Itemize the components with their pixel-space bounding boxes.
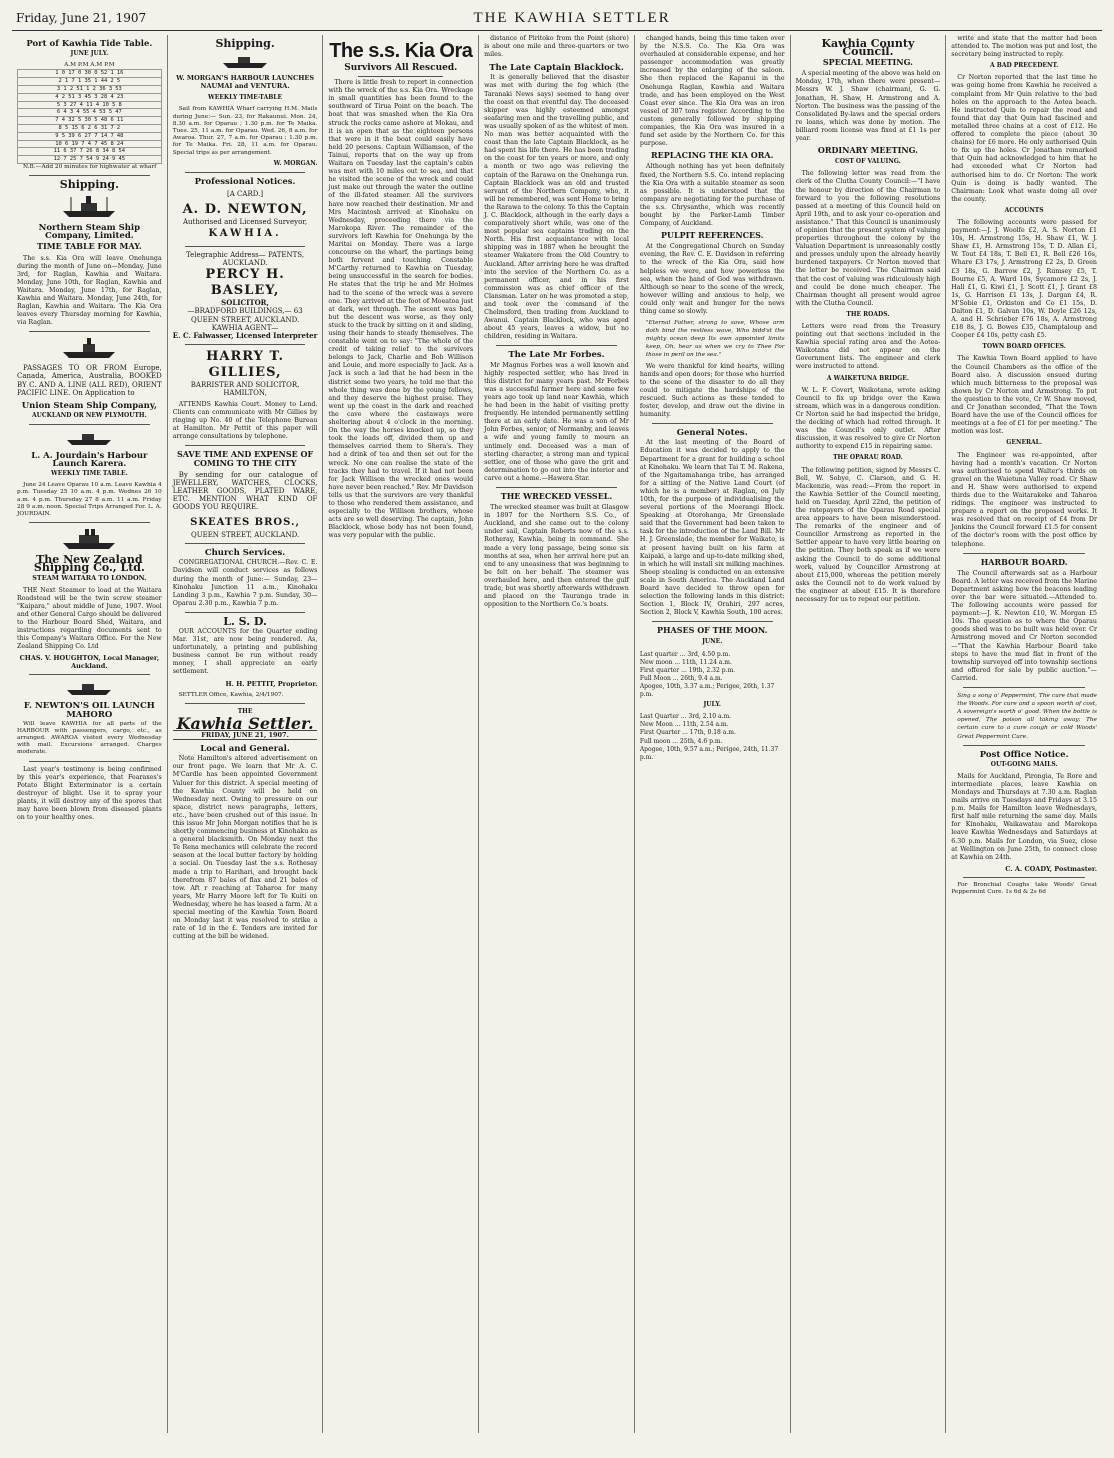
town-board-heading: TOWN BOARD OFFICES. <box>982 343 1066 351</box>
newton-launch-name: F. NEWTON'S OIL LAUNCH MAHORO <box>23 701 155 720</box>
tide-row: 9 5 39 6 27 7 14 7 48 <box>18 132 162 140</box>
union-company-address: AUCKLAND OR NEW PLYMOUTH. <box>32 411 147 419</box>
moon-row: First quarter ... 19th, 2.32 p.m. <box>639 666 736 674</box>
town-board-text: The Kawhia Town Board applied to have the Council Chambers as the office of the Board also. A discussion ensued during which much bitterness to the proposal was shown by Cr Norton and Armstrong. To put the question to the vote, Cr W. Shaw moved, and Cr Jonathan seconded, "That the Town Board have the use of the Council offices for meetings at a fee of £1 for per meeting." The motion was lost. <box>951 355 1097 436</box>
surveyor-name: A. D. NEWTON, <box>182 202 308 218</box>
county-council-heading: Kawhia County Council. <box>821 37 915 59</box>
tide-row: 12 7 25 7 54 9 24 9 45 <box>18 156 162 164</box>
newspaper-title: THE KAWHIA SETTLER <box>473 10 671 26</box>
tide-row: 10 6 19 7 4 7 45 8 24 <box>18 140 162 148</box>
ordinary-meeting-heading: ORDINARY MEETING. <box>817 145 918 156</box>
newton-launch-text: Will leave KAWHIA for all parts of the HARBOUR with passengers, cargo, etc., as arranged. AWAROA visited every Wednesday with mail. Excursions arranged. Charges moderate. <box>17 720 162 756</box>
oparau-road-text: The following petition, signed by Messrs C. Bell, W. Sobye, C. Clarson, and G. H. Mackenzie, was read:—From the report in the Kawhia Settler of the Council meeting, held on Tuesday, April 22nd, the petition of the ratepayers of the Oparau Road special area appears to have been misunderstood. The remarks of the engineer and of Councillor Armstrong as reported in the Settler appear to have very little bearing on the petition. They both speak as if we were asking the Council to do some additional work, valued by Councillor Armstrong at about £15,000, whereas the petition merely asks the Council not to do work valued by the engineer at about £15. It is therefore necessary for us to repeat our petition. <box>795 466 941 603</box>
masthead <box>12 8 1102 31</box>
moon-phases-heading: PHASES OF THE MOON. <box>656 625 768 636</box>
lsd-signature: H. H. PETTIT, Proprietor. <box>225 679 318 688</box>
shipping-heading: Shipping. <box>59 178 119 192</box>
newspaper-page <box>12 8 1102 1438</box>
nssc-subtitle: TIME TABLE FOR MAY. <box>37 241 142 252</box>
accounts-text: The following accounts were passed for payment:—J. J. Woolfe £2, A. S. Norton £1 10s, H. Armstrong 15s, H. Shaw £1, W. J. Shaw £1, H. Armstrong 15s, T. D. Allan £1, W. Tout £4 18s, T. Bell £1, R. Bell £26 16s, Whare £3 17s, J. Armstrong £2 2s, D. Green £3 18s, G. Barrow £2, J. Rumsey £5, T. Bourne £5, A. Ward 10s, Sycamore £2 2s, J. Hall £1, G. Kiwi £1, J. Scott £1, J. Grant £8 1s, G. Harrison £1 13s, J. Dargan £4, R. M'Sobie £1, Orkiston and Co £1 15s, D. Dalton £1, D. Galvan 10s, W. Doyle £26 12s, A. and H. Schrieber £76 18s, A. Armstrong £18 8s, J. G. Bowes £35, Champtaloup and Cooper £4 10s, petty cash £5. <box>951 218 1097 340</box>
nzsc-name: The New Zealand Shipping Co., Ltd. <box>33 553 145 575</box>
nssc-text: The s.s. Kia Ora will leave Onehunga during the month of June on—Monday, June 3rd, for Raglan, Kawhia and Waitara. Monday, June 10th, for Raglan, Kawhia and Waitara. Monday, June 17th, for Raglan, Kawhia and Waitara. Monday, June 24th, for Raglan, Kawhia and Waitara. The Kia Ora leaves every Thursday morning for Kawhia, via Raglan. <box>17 254 162 327</box>
general-text: The Engineer was re-appointed, after having had a month's vacation. Cr Norton was authorised to spend Walter's thirds on gravel on the Waietuna Valley road. Cr Shaw and H. Shaw were authorised to expend thirds due to the Waitarakeke and Taharoa ridings. The engineer was instructed to prepare a report on the proposed works. It was resolved that on receipt of £4 from Dr Jenkins the Council forward £1.5 for consent of the doctor's room with the post office by telephone. <box>951 451 1097 548</box>
skeates-heading: SAVE TIME AND EXPENSE OF COMING TO THE CITY <box>176 449 314 468</box>
kawhia-settler-masthead: Kawhia Settler. <box>176 713 314 733</box>
surveyor-place: KAWHIA. <box>208 228 282 240</box>
morgan-signature: W. MORGAN. <box>273 159 318 167</box>
lsd-text: OUR ACCOUNTS for the Quarter ending Mar. 31st, are now being rendered. As, unfortunately, a printing and publishing business cannot be run without ready money, I shall appreciate an early settlement. <box>172 627 318 676</box>
steamship-icon <box>59 527 119 551</box>
launch-name: L. A. Jourdain's Harbour Launch Karera. <box>31 450 148 470</box>
moon-row: Last Quarter ... 3rd, 2.10 a.m. <box>639 713 732 721</box>
nzsc-agent: CHAS. V. HOUGHTON, Local Manager, Auckland. <box>19 654 160 671</box>
telegraphic-address: Telegraphic Address— PATENTS, AUCKLAND. <box>186 251 305 268</box>
steamship-icon <box>59 193 119 219</box>
footer-advert: For Bronchial Coughs take Woods' Great Peppermint Cure. 1s 6d & 2s 6d <box>951 881 1097 896</box>
moon-row: Apogee, 10th, 3.37 a.m.; Perigee, 26th, 1.37 p.m. <box>639 682 775 699</box>
barrister-role: BARRISTER AND SOLICITOR, HAMILTON, <box>190 380 300 397</box>
tide-row: 4 2 51 3 45 3 28 4 23 <box>18 93 162 101</box>
skeates-text: By sending for our catalogue of JEWELLERY, WATCHES, CLOCKS, LEATHER GOODS, PLATED WARE, ETC. MENTION WHAT KIND OF GOODS YOU REQUIRE. <box>172 470 318 512</box>
wrecked-vessel-text: The wrecked steamer was built at Glasgow in 1897 for the Northern S.S. Co., of Auckland, and she came out to the colony under sail, Captain Roberts now of the s.s. Rotheray, Kawhia, being in command. She made a very long passage, being some six months at sea, when her arrival here put an end to any uneasiness that was beginning to be felt on her behalf. The steamer was overhauled here, and then entered the gulf trade, but was shortly afterwards withdrawn and placed on the Tauranga trade in opposition to the Northern Co.'s boats. <box>484 504 629 609</box>
interpreter-name: E. C. Falwasser, Licensed Interpreter <box>172 330 318 340</box>
vessel-continuation: changed hands, being this time taken over by the N.S.S. Co. The Kia Ora was overhauled at considerable expense, and her passenger accommodation was greatly increased by the enlarging of the saloon. She then replaced the Kapanui in the Onehunga Raglan, Kawhia and Waitara trade, and has been employed on the West Coast ever since. The Kia Ora was an iron vessel of 307 tons register. According to the custom generally followed by shipping companies, the Kia Ora was insured in a fund set aside by the Northern Co. for this purpose. <box>639 35 785 148</box>
issue-date: Friday, June 21, 1907 <box>16 11 147 25</box>
column-2 <box>168 35 324 1433</box>
tide-row: 2 1 7 1 35 1 44 2 5 <box>18 78 162 86</box>
pulpit-text-2: We were thankful for kind hearts, willing hands and open doors; for those who hurried to the scene of the disaster to do all they could to mitigate the hardships of the rescued. Such actions as these tended to foster, develop, and draw out the divine in humanity. <box>639 362 785 419</box>
tide-row: 7 4 32 5 30 5 48 6 11 <box>18 117 162 125</box>
moon-row: New moon ... 11th, 11.24 a.m. <box>639 658 732 666</box>
tide-note: N.B.—Add 20 minutes for highwater at wharf <box>23 163 157 170</box>
blacklock-text: It is generally believed that the disaster was met with during the fog which (the Taranaki News says) seemed to hang over the coast on that eventful day. The deceased skipper was highly esteemed amongst seafaring men and the travelling public, and was usually spoken of as the whitest of men. No man was better acquainted with the coast than the late Captain Blacklock, as he had spent his life there. He has been trading on the coast for ten years or more, and only a month or two ago was relieving the captain of the Rarawa on the Onehunga run. Captain Blacklock was an old and trusted servant of the Northern Company, who, it will be remembered, was sent Home to bring the Rarawa to the colony. To this the Captain J. C. Blacklock, although in the early days a comparatively short while, was one of the most popular sea captains trading on the North. His first acquaintance with local shipping was in 1887 when he brought the steamer Wakatere from the Old Country to Auckland. After arriving here he was drafted into the service of the Northern Co. as a permanent officer, and in his first commission was as chief officer of the Clansman. Later on he was promoted a step, and took over the command of the Chelmsford, then trading from Auckland to Awanui. Captain Blacklock, who was aged about 45 years, leaves a widow, but no children, residing in Waitara. <box>484 74 629 341</box>
church-services-text: CONGREGATIONAL CHURCH.—Rev. C. E. Davidson will conduct services as follows during the month of June:— Sunday, 23—Kinohaku Junction 11 a.m., Kinohaku Landing 3 p.m., Kawhia 7 p.m. Sunday, 30—Oparau 2.30 p.m., Kawhia 7 p.m. <box>172 559 318 607</box>
general-notes-text: At the last meeting of the Board of Education it was decided to apply to the Department for a grant for building a school at Kinohaku. We learn that Tai T. M. Rakena, of the Ngaitamahanga tribe, has arranged for a sitting of the Native Land Court (of which he is a member) at Raglan, on July 10th, for the purpose of individualising the several portions of the Moerangi Block. Speaking at Otorohanga, Mr Greenslade said that the Government had been taken to task for the introduction of the Land Bill. Mr H. J. Greenslade, the member for Waikato, is at present having built on his farm at Kaipaki, a large and up-to-date milking shed, in which he will install six milking machines. Sheep stealing is conducted on an extensive scale in South America. The Auckland Land Board have decided to throw open for selection the following lands in this district: Section 1, Block IV, Orahiri, 297 acres, Section 2, Block V, Kawhia South, 100 acres. <box>639 439 785 617</box>
moon-row: Full moon ... 25th, 4.6 p.m. <box>639 737 723 745</box>
lsd-heading: L. S. D. <box>223 614 267 628</box>
general-heading: GENERAL. <box>1006 439 1042 447</box>
pulpit-heading: PULPIT REFERENCES. <box>660 230 764 241</box>
launch-icon <box>64 429 114 447</box>
tide-header: A.M P.M A.M P.M <box>64 62 115 69</box>
professional-notices-heading: Professional Notices. <box>194 176 296 187</box>
shipping-heading: Shipping. <box>215 37 275 50</box>
moon-row: First Quarter ... 17th, 0.18 a.m. <box>639 729 736 737</box>
kia-ora-story: There is little fresh to report in connection with the wreck of the s.s. Kia Ora. Wreckage in small quantities has been found to the southward of Tirua Point on the beach. The boat that was smashed when the Kia Ora struck the rocks came ashore at Mokau, and it is an open that as the eighteen persons that were in it the boat could easily have held 20 persons. Captain Williamson, of the Tainui, reports that on the way up from Waitara on Tuesday last the captain's cabin was met with 10 miles out to sea, and that he visited the scene of the wreck and could just make out through the water the outline of the ill-fated steamer. All the survivors have now reached their destination. Mr and Mrs Macintosh arrived at Kinohaku on Wednesday, proceeding there via the Marokopa River. The remainder of the survivors left Kawhia for Onehunga by the Maritai on Monday. There was a large concourse on the wharf, the partings being both fervent and touching. Constable M'Carthy returned to Kawhia on Tuesday, being unsuccessful in the search for bodies. He states that the trip he and Mr Holmes had to the scene of the wreck was a severe one. They arrived at the foot of Moeatoa just at dark, wet through. The ascent was bad, but the descent was worse, as they only stuck to the track by sitting on it and sliding, using their hands to steady themselves. The constable went on to say: "The whole of the credit of taking relief to the survivors belongs to Jack, Charlie and Bob Willison and Louie, and more especially to Jack. As a Jack is such a lad that he had been in the district some two years, he told me that the whole thing was done by the young fellows, and they deserve the highest praise. They went up the coast in the dark and reached the cave where the castaways were sheltering about 4 o'clock in the morning. On the way the horses knocked up, so they took the loads off, divided them up and themselves carried them to Shera's. They had a drink of tea and then set out for the wreck. No one can realise the state of the tracks they had to travel. If it had not been for Jack Willison the wrecked ones would have never been reached." Rev. Mr Davidson tells us that the survivors are very thankful to those who rendered them assistance, and especially to the Willison brothers, whose acts are so well deserving. The captain, John Blacklock, whose body has not been found, was very popular with the public. <box>328 79 474 540</box>
column-6 <box>791 35 947 1433</box>
moon-july-label: JULY. <box>703 701 721 709</box>
launch-icon <box>64 679 114 697</box>
post-office-heading: Post Office Notice. <box>979 749 1069 760</box>
tide-row: 8 5 15 6 2 6 31 7 2 <box>18 124 162 132</box>
church-services-heading: Church Services. <box>204 548 286 559</box>
skeates-name: SKEATES BROS., <box>190 517 300 529</box>
surveyor-role: Authorised and Licensed Surveyor, <box>182 218 308 227</box>
postmaster-signature: C. A. COADY, Postmaster. <box>1005 864 1097 873</box>
lsd-date: SETTLER Office, Kawhia, 2/4/1907. <box>178 691 284 698</box>
morgan-subtitle: WEEKLY TIME-TABLE <box>208 94 283 102</box>
column-1 <box>12 35 168 1433</box>
special-meeting-text: A special meeting of the above was held on Monday, 17th, when there were present—Messrs W. J. Shaw (chairman), G. G. Jonathan, H. Shaw, H. Armstrong and A. Norton. The business was the passing of the Consolidated By-laws and the special orders re loans, which was done by motion. The billiard room license was fixed at £1 1s per year. <box>795 70 941 143</box>
column-7 <box>946 35 1102 1433</box>
union-company-name: Union Steam Ship Company, <box>21 400 157 411</box>
kia-ora-headline: The s.s. Kia Ora <box>329 40 473 62</box>
general-notes-heading: General Notes. <box>676 428 748 439</box>
tide-row: 3 1 2 51 1 2 36 3 53 <box>18 85 162 93</box>
column-5 <box>635 35 791 1433</box>
passages-text: PASSAGES TO OR FROM Europe, Canada, America, Australia, BOOKED BY C. AND A. LINE (ALL RED), ORIENT PACIFIC LINE. On Application to <box>17 364 162 397</box>
nssc-name: Northern Steam Ship Company, Limited. <box>38 223 141 242</box>
launch-timetable: June 24 Leave Oparau 10 a.m. Leave Kawhia 4 p.m. Tuesday 25 10 a.m. 4 p.m. Wednes 26 10 a.m. 4 p.m. Thursday 27 8 a.m. 11 a.m. Friday 28 9 a.m. noon. Special Trips Arranged For. L. A. JOURDAIN. <box>17 482 162 518</box>
outgoing-mails-heading: OUT-GOING MAILS. <box>990 760 1058 768</box>
accounts-heading: ACCOUNTS <box>1004 206 1044 214</box>
morgan-heading: W. MORGAN'S HARBOUR LAUNCHES NAUMAI and VENTURA. <box>176 74 315 91</box>
moon-row: Last quarter ... 3rd, 4.50 p.m. <box>639 650 731 658</box>
tide-row: 5 3 27 4 11 4 10 5 8 <box>18 101 162 109</box>
blacklock-heading: The Late Captain Blacklock. <box>489 63 624 74</box>
barrister-text: ATTENDS Kawhia Court. Money to Lend. Clients can communicate with Mr Gillies by ringing up No. 40 of the Telephone Bureau at Hamilton. Mr Pettit of this paper will arrange consultations by telephone. <box>172 401 318 441</box>
kia-ora-subheading: Survivors All Rescued. <box>344 63 458 73</box>
hymn-verse: "Eternal Father, strong to save, Whose arm doth bind the restless wave, Who bidd'st the mighty ocean deep Its own appointed limits keep, Oh, hear us when we cry to Thee For those in peril on the sea." <box>645 320 785 359</box>
wrecked-vessel-heading: THE WRECKED VESSEL. <box>500 490 613 501</box>
nzsc-subtitle: STEAM WAITARA TO LONDON. <box>32 574 147 583</box>
solicitor-address: —BRADFORD BUILDINGS,— 63 QUEEN STREET, AUCKLAND. <box>187 307 303 324</box>
masthead-the: THE <box>237 707 253 715</box>
cost-of-valuing-heading: COST OF VALUING. <box>835 158 901 166</box>
column-4 <box>479 35 635 1433</box>
tide-row: 11 6 37 7 26 8 34 8 54 <box>18 148 162 156</box>
moon-june-label: JUNE. <box>702 638 723 646</box>
tide-row: 1 0 17 0 30 0 52 1 16 <box>18 70 162 78</box>
morgan-timetable: Sail from KAWHIA Wharf carrying H.M. Mails during June:— Sun. 23, for Rakaunui. Mon. 24, 8.30 a.m. for Oparau ; 1.30 p.m. for Te Maika. Tues. 25, 11 a.m. for Oparau. Wed. 26, 8 a.m. for Awaroa. Thur. 27, 7 a.m. for Oparau ; 1.30 p.m. for Te Maika. Fri. 28, 11 a.m. for Oparau. Special trips as per arrangement. <box>172 106 318 156</box>
harbour-board-heading: HARBOUR BOARD. <box>980 556 1068 567</box>
harbour-board-text: The Council afterwards sat as a Harbour Board. A letter was received from the Marine Department asking how the beacons leading over the bar were situated.—Attended to. The following accounts were passed for payment:—J. K. Newton £10, W. Morgan £5 10s. The question as to where the Oparau goods shed was to be built was held over. Cr Armstrong moved and Cr Norton seconded—"That the Kawhia Harbour Board take steps to have the mud flat in front of the township surveyed off into township sections and offered for sale by public auction."—Carried. <box>951 569 1097 682</box>
post-office-text: Mails for Auckland, Pirongia, Te Rore and intermediate places, leave Kawhia on Mondays and Thursdays at 7.30 a.m. Raglan mails arrive on Tuesdays and Fridays at 3.15 p.m. Mails for Hamilton leave Wednesdays, first half mile returning the same day. Mails for Kinohaku, Waikawatau and Marokopa leave Kawhia Wednesdays and Saturdays at 6.30 p.m. Mails for London, via Suez, close at Wellington on June 25th, to connect close at Kawhia on 24th. <box>951 772 1097 861</box>
barrister-name: HARRY T. GILLIES, <box>206 348 285 380</box>
kawhia-agent-label: KAWHIA AGENT— <box>211 323 279 332</box>
local-general-heading: Local and General. <box>200 744 290 755</box>
tide-table <box>17 69 162 164</box>
forbes-heading: The Late Mr Forbes. <box>508 350 605 361</box>
peppermint-rhyme: Sing a song o' Peppermint, The cure that made the Woods. For cure and a spoon worth of cost, A sovereign's worth o' good. When the bottle is opened, The poison all taking away; The certain cure to a cure cough or cold Woods' Great Peppermint Cure. <box>957 693 1097 740</box>
bridge-text: W. L. F. Covert, Waikotana, wrote asking Council to fix up bridge over the Kawa stream, which was in a dangerous condition. Cr Norton said he had inspected the bridge, the decking of which had rotted through. It was the Council's only outlet. After discussion, it was resolved to give Cr Norton authority to expend £15 in repairing same. <box>795 386 941 451</box>
tide-table-title: Port of Kawhia Tide Table. <box>26 39 153 49</box>
steamship-icon <box>59 336 119 360</box>
solicitor-name: PERCY H. BASLEY, <box>205 267 285 299</box>
launch-subtitle: WEEKLY TIME TABLE. <box>51 470 128 478</box>
local-general-text: Note Hamilton's altered advertisement on our front page. We learn that Mr A. C. M'Cardle has been appointed Government Valuer for this district. A special meeting of the Kawhia County will be held on Wednesday next. Owing to pressure on our space, district news paragraphs, letters, etc., have been crushed out of this issue. In this issue Mr John Morgan notifies that he is shortly commencing business at Kinohaku as a general blacksmith. On Monday next the Te Rena mechanics will celebrate the record season at the local butter factory by holding a social. On Tuesday last the s.s. Rothesay made a trip to Harihari, and brought back therefrom 87 bales of flax and 21 bales of tow. Aft r reaching at Taharoa for many years, Mr Harry Moore left for Te Kuiti on Wednesday, where he has leased a farm. At a special meeting of the Kawhia Town Board on Monday last it was resolved to strike a rate of 1d in the £. Tenders are invited for cutting at the bill be widened. <box>172 755 318 941</box>
council-continuation: write and state that the matter had been attended to. The motion was put and lost, the secretary being instructed to reply. <box>951 35 1097 59</box>
bad-precedent-text: Cr Norton reported that the last time he was going home from Kawhia he received a complaint from Mr Quin relative to the bad holes on the approach to the Aotea beach. He instructed Quin to repair the road and found that day that Quin had fascined and metalled three chains at a cost of £12. He offered to complete the piece (about 30 chains) for £6 more. He only authorised Quin to fix up the holes. Cr Jonathan remarked that Quin had acknowledged to him that he had exceeded what Cr Norton had authorised him to do. Cr Norton: The work Quin is doing is badly wanted. The Chairman: Look what waste doing all over the county. <box>951 74 1097 203</box>
tide-months: JUNE JULY. <box>70 50 109 58</box>
oparau-road-heading: THE OPARAU ROAD. <box>833 454 903 462</box>
bridge-heading: A WAIKETUNA BRIDGE. <box>826 374 909 382</box>
ordinary-meeting-text: The following letter was read from the clerk of the Clutha County Council:—"I have the honour by direction of the Chairman to forward to you the following resolutions passed at a meeting of this Council held on April 19th, and to ask your co-operation and assistance." That this Council is unanimously of opinion that the present system of valuing properties throughout the colony by the Valuation Department is unreasonably costly and presses unduly upon the already heavily burdened taxpayers. Cr Norton moved that the letter be received. The Chairman said that the cost of valuing was ridiculously high and could be done much cheaper. The Chairman thought all present would agree with the Clutha Council. <box>795 170 941 307</box>
roads-heading: THE ROADS. <box>846 310 890 318</box>
launch-icon <box>220 52 270 70</box>
tide-row: 6 4 3 4 55 4 53 5 47 <box>18 109 162 117</box>
nzsc-text: THE Next Steamer to load at the Waitara Roadstead will be the twin screw steamer "Kaipara," about middle of June, 1907. Wool and other General Cargo should be delivered to the Harbour Board Shed, Waitara, and instructions regarding documents sent to this Company's Waitara Office. For the New Zealand Shipping Co. Ltd <box>17 586 162 651</box>
replacing-text: Although nothing has yet been definitely fixed, the Northern S.S. Co. intend replacing the Kia Ora with a suitable steamer as soon as possible. It is understood that the company are negotiating for the purchase of the s.s. Chrysanthe, which was recently bought by the Parker-Lamb Timber Company, of Auckland. <box>639 163 785 228</box>
moon-row: Apogee, 10th, 9.57 a.m.; Perigee, 24th, 11.37 p.m. <box>639 745 779 761</box>
card-label: [A CARD.] <box>227 189 264 198</box>
solicitor-role: SOLICITOR, <box>221 298 269 308</box>
skeates-address: QUEEN STREET, AUCKLAND. <box>190 531 300 540</box>
roads-text: Letters were read from the Treasury pointing out that sections included in the Kawhia special rating area and the Aotea-Waikotana did not appear on the Government lists. The engineer and clerk were instructed to attend. <box>795 323 941 371</box>
bad-precedent-heading: A BAD PRECEDENT. <box>990 62 1059 70</box>
replacing-heading: REPLACING THE KIA ORA. <box>651 150 774 161</box>
special-meeting-heading: SPECIAL MEETING. <box>822 57 913 68</box>
moon-row: New Moon ... 11th, 2.54 a.m. <box>639 721 729 729</box>
blight-advert: Last year's testimony is being confirmed by this year's experience, that Fearaxes's Potato Blight Exterminator is a certain destroyer of blight. Use it to spray your plants, it will destroy any of the spores that may have been blown from diseased plants on to your healthy ones. <box>17 765 162 822</box>
moon-row: Full Moon ... 26th, 9.4 a.m. <box>639 674 723 682</box>
column-3 <box>323 35 479 1433</box>
forbes-text: Mr Magnus Forbes was a well known and highly respected settler, who has lived in this district for many years past. Mr Forbes was a successful farmer here and some few years ago took up land near Kawhia, which he had been in the habit of visiting pretty frequently. He intended permanently settling there at an early date. He was a son of Mr John Forbes, senior, of Normanby, and leaves a wife and young family to mourn an untimely end. Deceased was a man of sterling character, a strong man and typical settler, one of those who gave the grit and determination to go out into the interior and carve out a home.—Hawera Star. <box>484 361 629 482</box>
story-continuation: distance of Piritoko from the Point (shore) is about one mile and three-quarters or two miles. <box>484 35 629 59</box>
pulpit-text: At the Congregational Church on Sunday evening, the Rev. C. E. Davidson in referring to the wreck of the Kia Ora, said how helpless we were, and how powerless the sea, when the hand of God was withdrawn. Although so near to the scene of the wreck, however willing and anxious to help, we could only wait and hunger for the news thing came so slowly. <box>639 243 785 315</box>
masthead-date: FRIDAY, JUNE 21, 1907. <box>173 730 318 740</box>
